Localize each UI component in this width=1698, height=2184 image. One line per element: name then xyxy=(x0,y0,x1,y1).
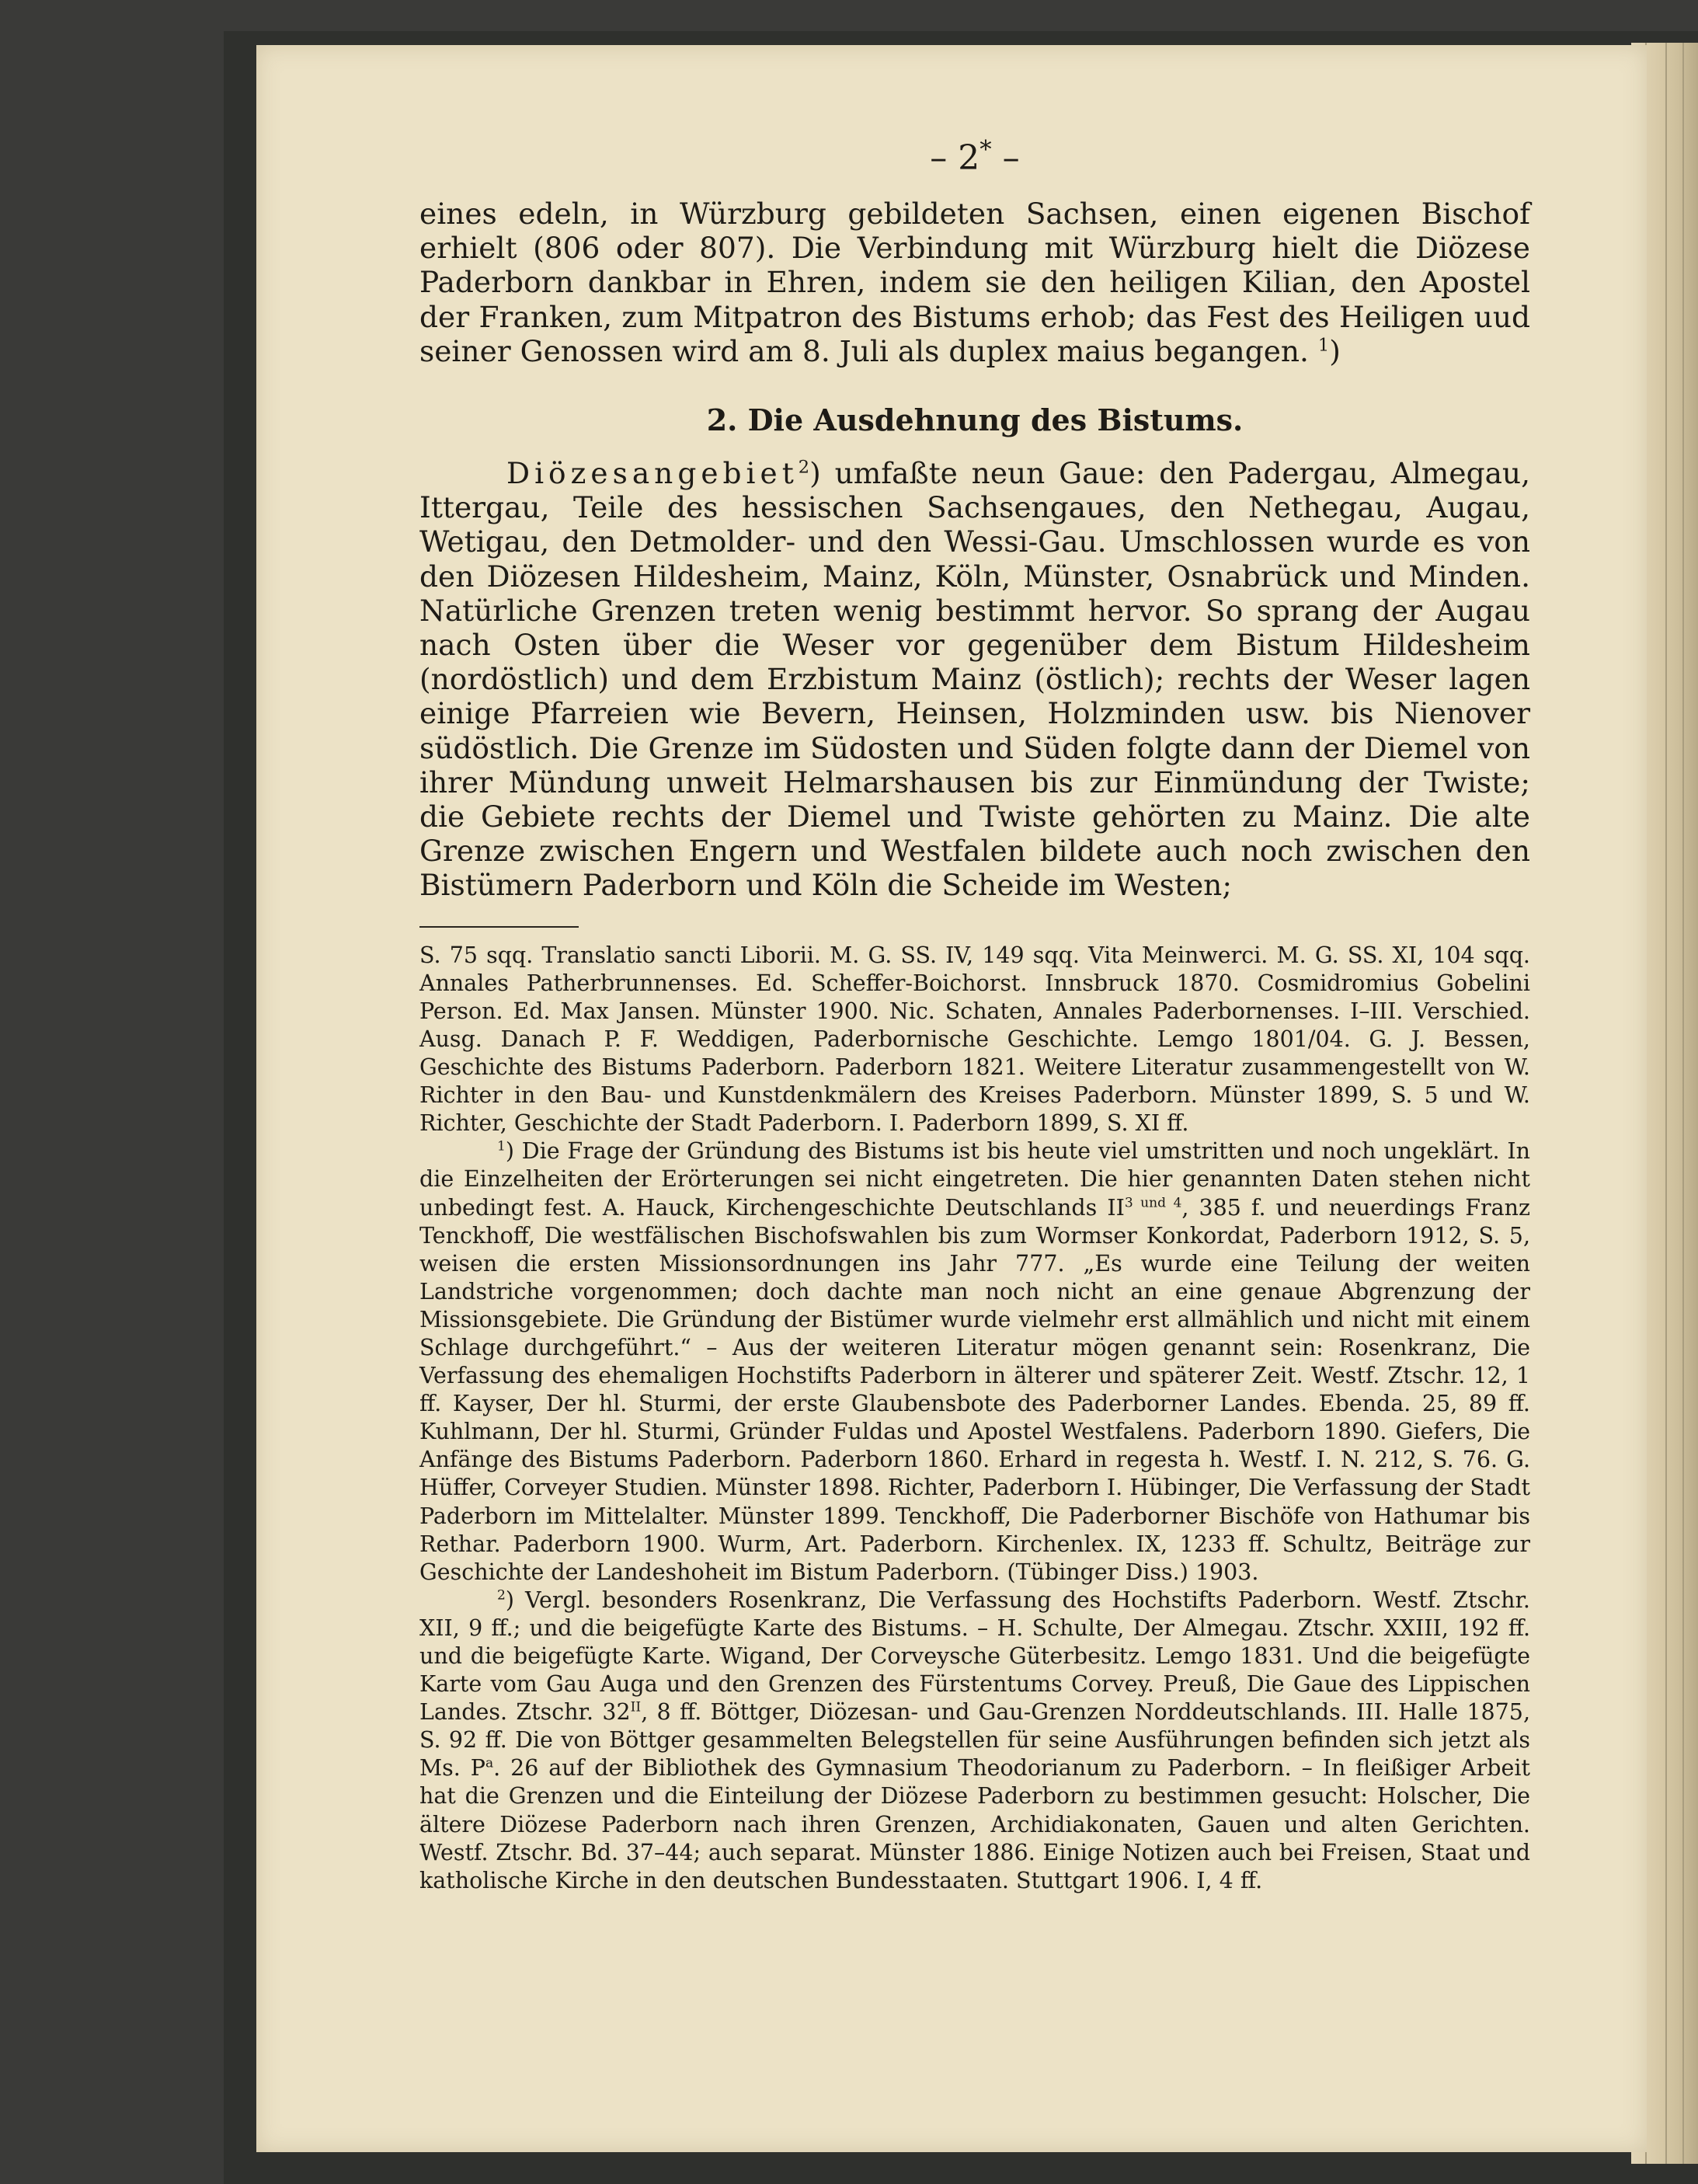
intro-paragraph: eines edeln, in Würzburg gebildeten Sachsen, einen eigenen Bischof erhielt (806 oder 807). Die Verbindung mit Würzburg hielt die Diözese Paderborn dankbar in Ehren, indem sie den heiligen Kilian, den Apostel der Franken, zum Mitpatron des Bistums erhob; das Fest des Heiligen uud seiner Genossen wird am 8. Juli als duplex maius begangen. $^1$) xyxy=(419,197,1530,368)
main-text xyxy=(419,197,1530,903)
page-number: – 2* – xyxy=(930,135,1020,178)
footnote-1: $^1$) Die Frage der Gründung des Bistums ist bis heute viel umstritten und noch ungeklärt. In die Einzelheiten der Erörterungen sei nicht eingetreten. Die hier genannten Daten stehen nicht unbedingt fest. A. Hauck, Kirchengeschichte Deutschlands $II^{3 und 4}$, 385 f. und neuerdings Franz Tenckhoff, Die westfälischen Bischofswahlen bis zum Wormser Konkordat, Paderborn 1912, S. 5, weisen die ersten Missionsordnungen ins Jahr 777. „Es wurde eine Teilung der weiten Landstriche vorgenommen; doch dachte man noch nicht an eine genaue Abgrenzung der Missionsgebiete. Die Gründung der Bistümer wurde vielmehr erst allmählich und nicht mit einem Schlage durchgeführt.“ – Aus der weiteren Literatur mögen genannt sein: Rosenkranz, Die Verfassung des ehemaligen Hochstifts Paderborn in älterer und späterer Zeit. Westf. Ztschr. 12, 1 ff. Kayser, Der hl. Sturmi, der erste Glaubensbote des Paderborner Landes. Ebenda. 25, 89 ff. Kuhlmann, Der hl. Sturmi, Gründer Fuldas und Apostel Westfalens. Paderborn 1890. Giefers, Die Anfänge des Bistums Paderborn. Paderborn 1860. Erhard in regesta h. Westf. I. N. 212, S. 76. G. Hüffer, Corveyer Studien. Münster 1898. Richter, Paderborn I. Hübinger, Die Verfassung der Stadt Paderborn im Mittelalter. Münster 1899. Tenckhoff, Die Paderborner Bischöfe von Hathumar bis Rethar. Paderborn 1900. Wurm, Art. Paderborn. Kirchenlex. IX, 1233 ff. Schultz, Beiträge zur Geschichte der Landeshoheit im Bistum Paderborn. (Tübinger Diss.) 1903. xyxy=(419,1138,1530,1585)
book-page xyxy=(256,45,1647,2152)
page-content xyxy=(419,135,1530,1895)
footnote-rule xyxy=(419,926,579,928)
section-heading: 2. Die Ausdehnung des Bistums. xyxy=(706,402,1244,438)
footnote-ref: 1 xyxy=(1317,335,1330,356)
emphasized-term: Diözesangebiet xyxy=(506,456,799,491)
footnote-continuation: S. 75 sqq. Translatio sancti Liborii. M. G. SS. IV, 149 sqq. Vita Meinwerci. M. G. SS. XI, 104 sqq. Annales Patherbrunnenses. Ed. Scheffer-Boichorst. Innsbruck 1870. Cosmidromius Gobelini Person. Ed. Max Jansen. Münster 1900. Nic. Schaten, Annales Paderbornenses. I–III. Verschied. Ausg. Danach P. F. Weddigen, Paderbornische Geschichte. Lemgo 1801/04. G. J. Bessen, Geschichte des Bistums Paderborn. Paderborn 1821. Weitere Literatur zusammengestellt von W. Richter in den Bau- und Kunstdenkmälern des Kreises Paderborn. Münster 1899, S. 5 und W. Richter, Geschichte der Stadt Paderborn. I. Paderborn 1899, S. XI ff. xyxy=(419,942,1530,1137)
section-paragraph: Diözesangebiet$^2$) umfaßte neun Gaue: den Padergau, Almegau, Ittergau, Teile des hessischen Sachsengaues, den Nethegau, Augau, Wetigau, den Detmolder- und den Wessi-Gau. Umschlossen wurde es von den Diözesen Hildesheim, Mainz, Köln, Münster, Osnabrück und Minden. Natürliche Grenzen treten wenig bestimmt hervor. So sprang der Augau nach Osten über die Weser vor gegenüber dem Bistum Hildesheim (nordöstlich) und dem Erzbistum Mainz (östlich); rechts der Weser lagen einige Pfarreien wie Bevern, Heinsen, Holzminden usw. bis Nienover südöstlich. Die Grenze im Südosten und Süden folgte dann der Diemel von ihrer Mündung unweit Helmarshausen bis zur Einmündung der Twiste; die Gebiete rechts der Diemel und Twiste gehörten zu Mainz. Die alte Grenze zwischen Engern und Westfalen bildete auch noch zwischen den Bistümern Paderborn und Köln die Scheide im Westen; xyxy=(419,456,1530,903)
footnote-2: $^2$) Vergl. besonders Rosenkranz, Die Verfassung des Hochstifts Paderborn. Westf. Ztschr. XII, 9 ff.; und die beigefügte Karte des Bistums. – H. Schulte, Der Almegau. Ztschr. XXIII, 192 ff. und die beigefügte Karte. Wigand, Der Corveysche Güterbesitz. Lemgo 1831. Und die beigefügte Karte vom Gau Auga und den Grenzen des Fürstentums Corvey. Preuß, Die Gaue des Lippischen Landes. Ztschr. $32^{II}$, 8 ff. Böttger, Diözesan- und Gau-Grenzen Norddeutschlands. III. Halle 1875, S. 92 ff. Die von Böttger gesammelten Belegstellen für seine Ausführungen befinden sich jetzt als Ms. $P^a$. 26 auf der Bibliothek des Gymnasium Theodorianum zu Paderborn. – In fleißiger Arbeit hat die Grenzen und die Einteilung der Diözese Paderborn zu bestimmen gesucht: Holscher, Die ältere Diözese Paderborn nach ihren Grenzen, Archidiakonaten, Gauen und alten Gerichten. Westf. Ztschr. Bd. 37–44; auch separat. Münster 1886. Einige Notizen auch bei Freisen, Staat und katholische Kirche in den deutschen Bundesstaaten. Stuttgart 1906. I, 4 ff. xyxy=(419,1587,1530,1893)
footnote-ref: 2 xyxy=(798,457,810,478)
footnotes xyxy=(419,942,1530,1895)
